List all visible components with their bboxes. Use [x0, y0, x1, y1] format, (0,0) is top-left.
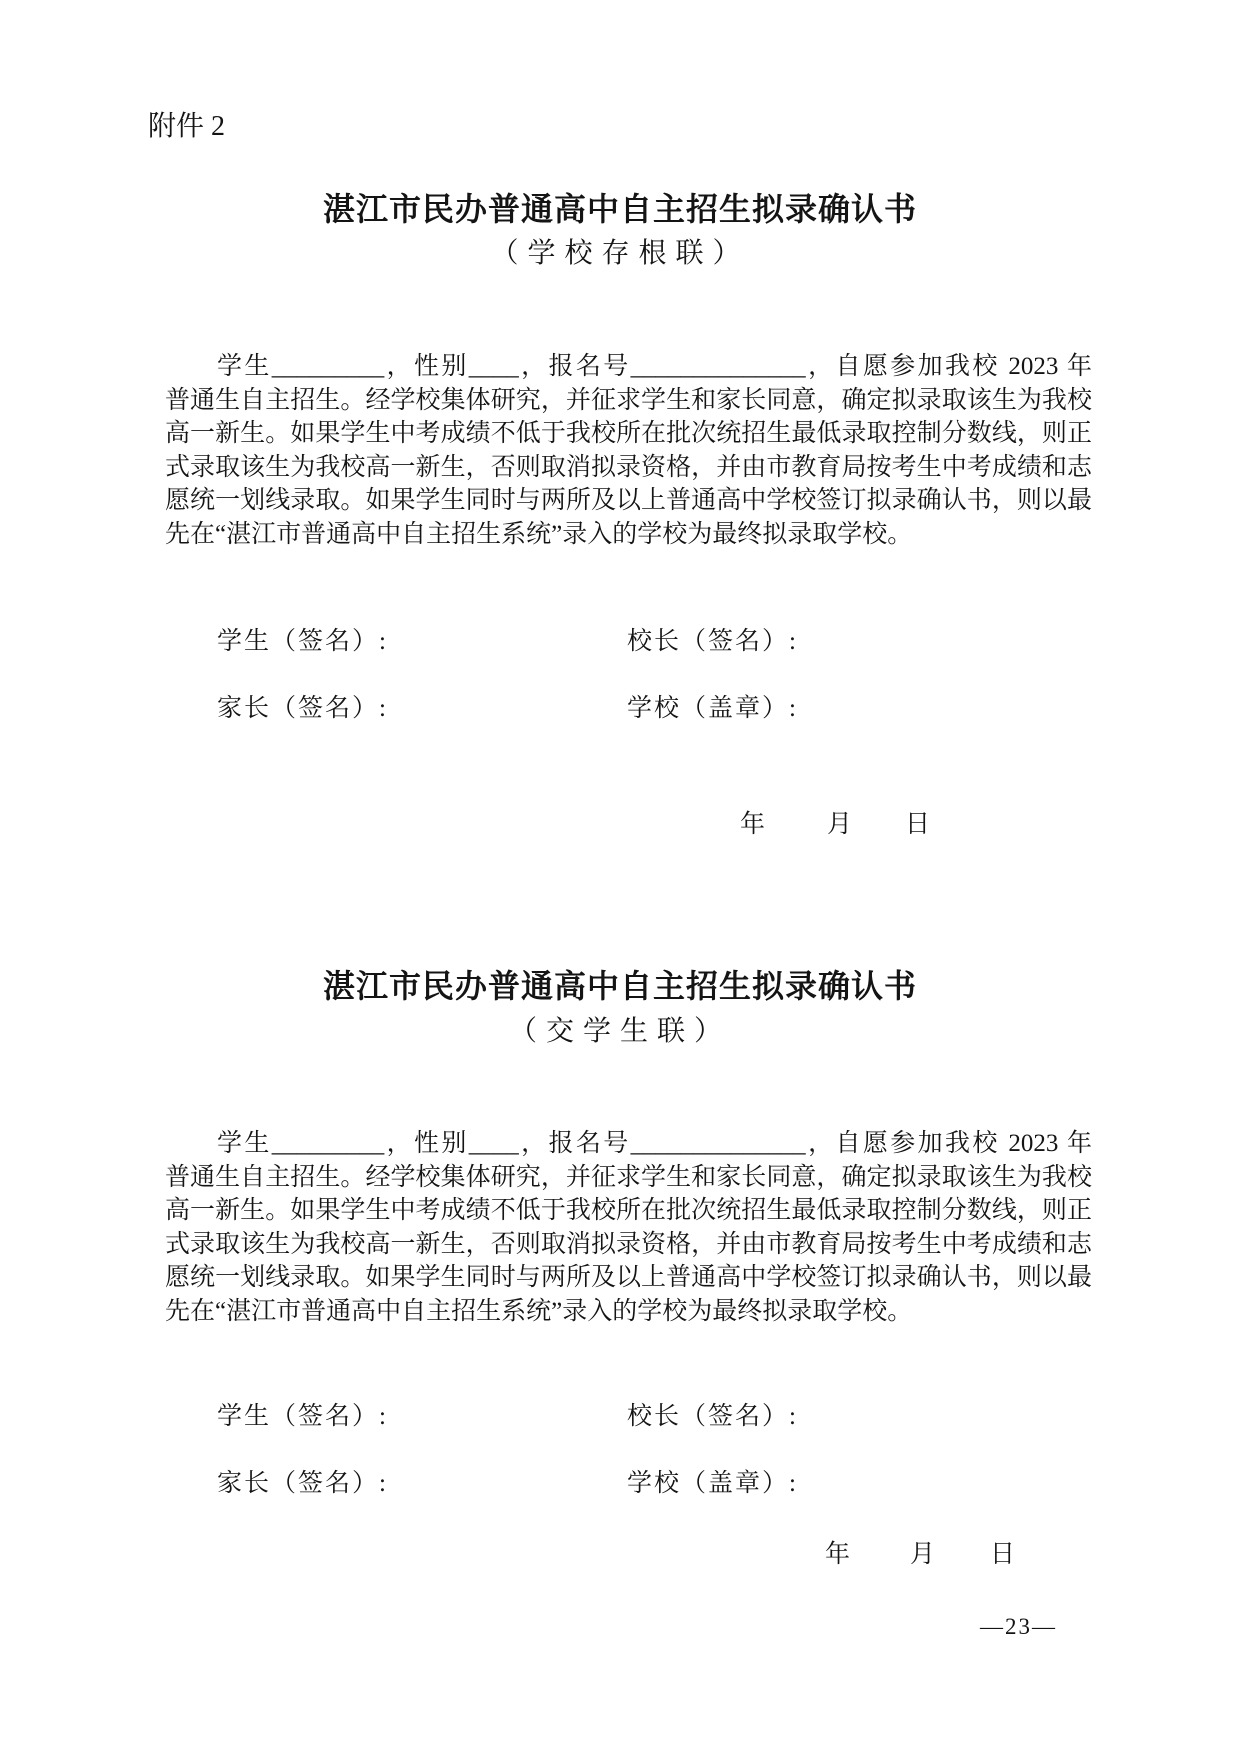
attachment-label: 附件 2	[148, 111, 226, 142]
paragraph-line: 普通生自主招生。经学校集体研究，并征求学生和家长同意，确定拟录取该生为我校	[165, 1163, 1092, 1191]
day-label: 日	[990, 1541, 1016, 1568]
paragraph-line: 式录取该生为我校高一新生，否则取消拟录资格，并由市教育局按考生中考成绩和志	[165, 453, 1092, 481]
paragraph-line: 高一新生。如果学生中考成绩不低于我校所在批次统招生最低录取控制分数线，则正	[165, 420, 1092, 447]
paragraph-line: 愿统一划线录取。如果学生同时与两所及以上普通高中学校签订拟录确认书，则以最	[165, 487, 1092, 514]
signature-row	[165, 1396, 1092, 1430]
paragraph-line: 普通生自主招生。经学校集体研究，并征求学生和家长同意，确定拟录取该生为我校	[165, 386, 1092, 414]
signature-row	[165, 688, 1092, 722]
principal-signature-label: 校长（签名）:	[627, 1403, 798, 1430]
principal-signature-label: 校长（签名）:	[627, 628, 798, 655]
paragraph-line: 学生_________，性别____，报名号______________，自愿参加我校 2023 年	[217, 353, 1092, 380]
paragraph-line: 先在“湛江市普通高中自主招生系统”录入的学校为最终拟录取学校。	[165, 520, 913, 548]
student-signature-label: 学生（签名）:	[217, 1403, 388, 1430]
day-label: 日	[905, 811, 931, 838]
parent-signature-label: 家长（签名）:	[217, 1470, 388, 1497]
date-line	[0, 804, 1240, 838]
form-copy-subtitle: （学校存根联）	[490, 238, 750, 269]
student-signature-label: 学生（签名）:	[217, 628, 388, 655]
month-label: 月	[827, 811, 853, 838]
signature-row	[165, 1463, 1092, 1497]
form-copy-subtitle: （交学生联）	[508, 1016, 731, 1047]
signature-row	[165, 621, 1092, 655]
form-body-paragraph	[165, 350, 1092, 551]
paragraph-line: 高一新生。如果学生中考成绩不低于我校所在批次统招生最低录取控制分数线，则正	[165, 1197, 1092, 1224]
school-seal-label: 学校（盖章）:	[627, 1470, 798, 1497]
year-label: 年	[825, 1541, 851, 1568]
year-label: 年	[740, 811, 766, 838]
date-line	[0, 1534, 1240, 1568]
school-seal-label: 学校（盖章）:	[627, 695, 798, 722]
parent-signature-label: 家长（签名）:	[217, 695, 388, 722]
paragraph-line: 式录取该生为我校高一新生，否则取消拟录资格，并由市教育局按考生中考成绩和志	[165, 1230, 1092, 1258]
page-number: —23—	[980, 1614, 1057, 1639]
form-title: 湛江市民办普通高中自主招生拟录确认书	[322, 191, 917, 228]
paragraph-line: 愿统一划线录取。如果学生同时与两所及以上普通高中学校签订拟录确认书，则以最	[165, 1264, 1092, 1291]
paragraph-line: 先在“湛江市普通高中自主招生系统”录入的学校为最终拟录取学校。	[165, 1297, 913, 1325]
paragraph-line: 学生_________，性别____，报名号______________，自愿参加我校 2023 年	[217, 1130, 1092, 1157]
form-title: 湛江市民办普通高中自主招生拟录确认书	[322, 968, 917, 1005]
month-label: 月	[910, 1541, 936, 1568]
form-body-paragraph	[165, 1127, 1092, 1328]
